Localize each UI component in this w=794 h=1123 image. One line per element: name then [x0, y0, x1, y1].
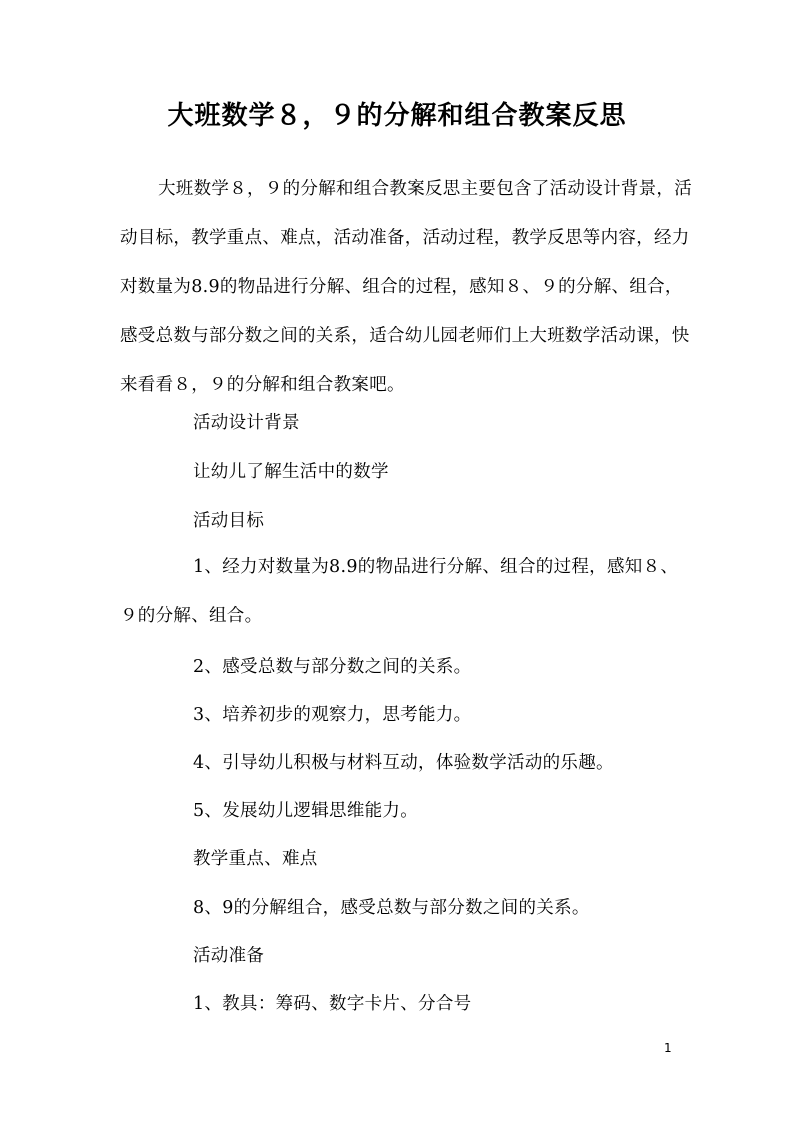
preparation-item-1: 1、教具：筹码、数字卡片、分合号: [193, 994, 472, 1014]
section-key-points-heading: 教学重点、难点: [193, 849, 318, 869]
goal-item-1: 1、经力对数量为8.9的物品进行分解、组合的过程，感知８、９的分解、组合。: [120, 557, 679, 626]
goal-item-3: 3、培养初步的观察力，思考能力。: [193, 705, 472, 725]
document-title: 大班数学８，９的分解和组合教案反思: [167, 101, 627, 131]
section-background-text: 让幼儿了解生活中的数学: [193, 462, 389, 482]
section-background-heading: 活动设计背景: [193, 413, 300, 433]
intro-paragraph: 大班数学８，９的分解和组合教案反思主要包含了活动设计背景，活动目标，教学重点、难点，活动准备，活动过程，教学反思等内容，经力对数量为8.9的物品进行分解、组合的过程，感知８、９的分解、组合，感受总数与部分数之间的关系，适合幼儿园老师们上大班数学活动课，快来看看８，９的分解和组合教案吧。: [120, 179, 692, 395]
section-goals-heading: 活动目标: [193, 511, 265, 531]
goal-item-5: 5、发展幼儿逻辑思维能力。: [193, 801, 419, 821]
section-preparation-heading: 活动准备: [193, 946, 265, 966]
key-points-text: 8、9的分解组合，感受总数与部分数之间的关系。: [193, 898, 590, 918]
goal-item-4: 4、引导幼儿积极与材料互动，体验数学活动的乐趣。: [193, 753, 614, 773]
goal-item-2: 2、感受总数与部分数之间的关系。: [193, 657, 472, 677]
page-number: 1: [664, 1041, 672, 1055]
